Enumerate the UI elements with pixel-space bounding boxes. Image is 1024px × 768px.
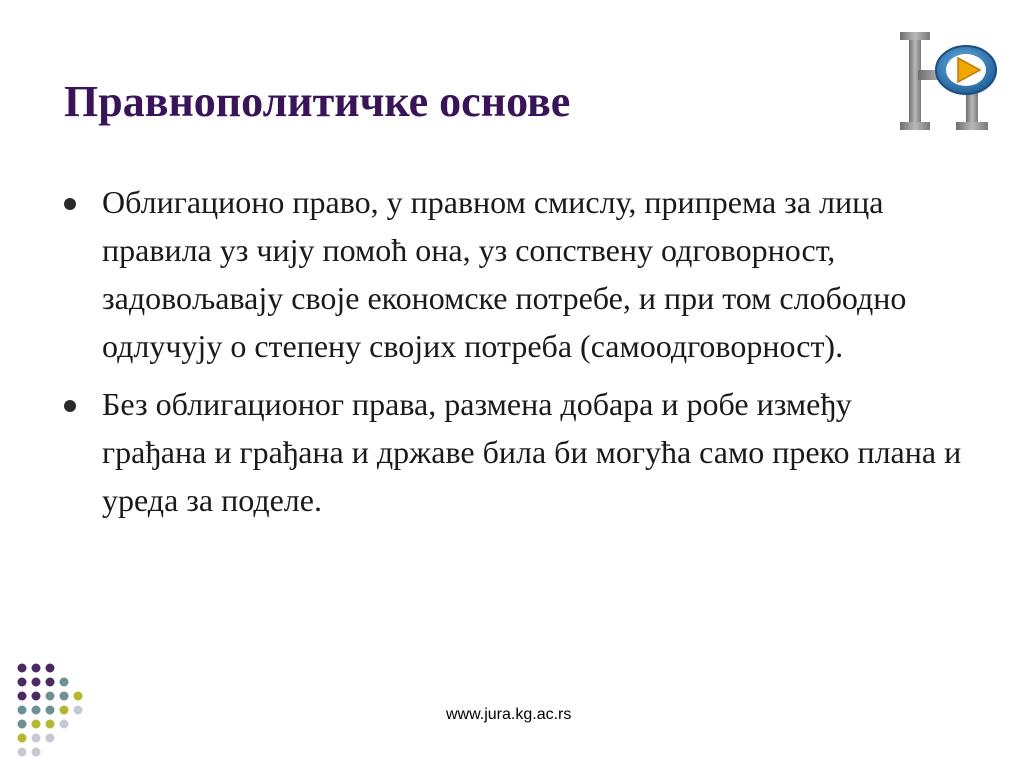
footer-url: www.jura.kg.ac.rs bbox=[446, 706, 572, 723]
slide-title: Правнополитичке основе bbox=[64, 77, 571, 126]
bullet-dot-icon bbox=[64, 198, 76, 210]
list-item bbox=[64, 380, 964, 524]
list-item bbox=[64, 178, 964, 370]
bullet-text: Без облигационог права, размена добара и робе између грађана и грађана и државе била би могућа само преко плана и уреда за поделе. bbox=[102, 386, 962, 518]
bullet-list bbox=[64, 178, 964, 534]
bullet-dot-icon bbox=[64, 400, 76, 412]
dot-grid-icon bbox=[14, 662, 94, 758]
bullet-text: Облигационо право, у правном смислу, припрема за лица правила уз чију помоћ она, уз сопствену одговорност, задовољавају своје економске потребе, и при том слободно одлучују о степену својих потреба (самоодговорност). bbox=[102, 184, 907, 364]
law-faculty-logo-icon bbox=[896, 24, 1008, 136]
